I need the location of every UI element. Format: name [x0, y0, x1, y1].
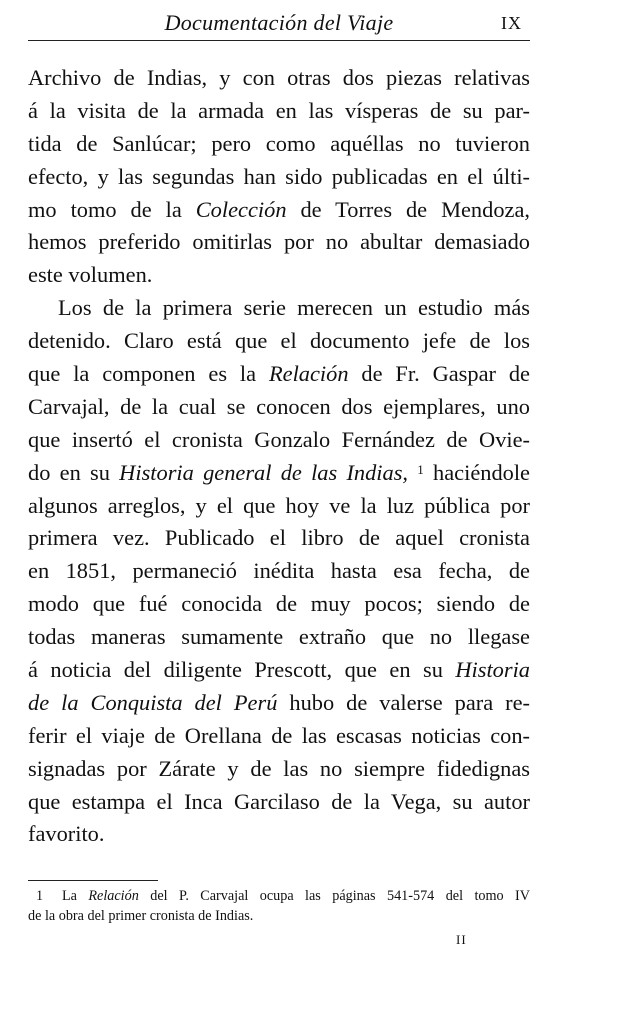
running-header: [28, 6, 530, 41]
text-fragment: que la componen es la: [28, 361, 269, 387]
text-line: á la visita de la armada en las vísperas de su par-: [28, 97, 530, 123]
text-line: [28, 194, 530, 227]
text-fragment: mo tomo de la: [28, 196, 196, 222]
text-line: tida de Sanlúcar; pero como aquéllas no tuvieron: [28, 130, 530, 156]
footnote-line: [28, 886, 530, 906]
italic-title-historia-general: Historia general de las Indias,: [119, 459, 409, 485]
text-line: [28, 457, 530, 490]
text-line: modo que fué conocida de muy pocos; siendo de: [28, 591, 530, 617]
italic-title-relacion: Relación: [88, 888, 139, 904]
text-line: detenido. Claro está que el documento jefe de los: [28, 328, 530, 354]
text-fragment: do en su: [28, 459, 120, 485]
text-line: todas maneras sumamente extraño que no llegase: [28, 624, 530, 650]
text-line: hemos preferido omitirlas por no abultar demasiado: [28, 229, 530, 255]
text-line: que insertó el cronista Gonzalo Fernández de Ovie-: [28, 426, 530, 452]
text-line: [28, 654, 530, 687]
text-fragment: de Fr. Gaspar de: [348, 361, 530, 387]
text-line: [28, 358, 530, 391]
text-line: signadas por Zárate y de las no siempre fidedignas: [28, 755, 530, 781]
italic-title-coleccion: Colección: [195, 196, 287, 222]
text-line: efecto, y las segundas han sido publicadas en el últi-: [28, 163, 530, 189]
text-fragment: haciéndole: [423, 459, 530, 485]
text-fragment: del P. Carvajal ocupa las páginas 541-574 del tomo IV: [138, 888, 530, 904]
italic-title-relacion: Relación: [268, 361, 349, 387]
text-line: favorito.: [28, 821, 105, 847]
footnote: [28, 886, 530, 926]
text-line: algunos arreglos, y el que hoy ve la luz pública por: [28, 492, 530, 518]
text-line: Los de la primera serie merecen un estudio más: [58, 295, 530, 321]
footnote-divider: [28, 880, 158, 881]
page-number: IX: [501, 13, 522, 33]
italic-title-historia: Historia: [455, 657, 530, 683]
footnote-reference[interactable]: 1: [417, 461, 424, 477]
text-fragment: á noticia del diligente Prescott, que en su: [28, 657, 456, 683]
text-line: primera vez. Publicado el libro de aquel cronista: [28, 525, 530, 551]
italic-title-conquista: de la Conquista del Perú: [28, 689, 278, 715]
body-text: [28, 62, 530, 851]
text-line: Carvajal, de la cual se conocen dos ejemplares, uno: [28, 393, 530, 419]
footnote-number: 1: [36, 888, 44, 904]
signature-mark: II: [456, 932, 467, 947]
text-fragment: La: [62, 888, 89, 904]
text-fragment: de Torres de Mendoza,: [286, 196, 530, 222]
text-fragment: hubo de valerse para re-: [277, 689, 530, 715]
text-line: Archivo de Indias, y con otras dos piezas relativas: [28, 65, 530, 90]
text-line: en 1851, permaneció inédita hasta esa fecha, de: [28, 558, 530, 584]
footnote-line: de la obra del primer cronista de Indias.: [28, 908, 254, 924]
running-title: Documentación del Viaje: [164, 10, 394, 35]
text-line: este volumen.: [28, 262, 153, 288]
text-line: ferir el viaje de Orellana de las escasas noticias con-: [28, 722, 530, 748]
text-line: que estampa el Inca Garcilaso de la Vega, su autor: [28, 788, 530, 814]
text-line: [28, 687, 530, 720]
